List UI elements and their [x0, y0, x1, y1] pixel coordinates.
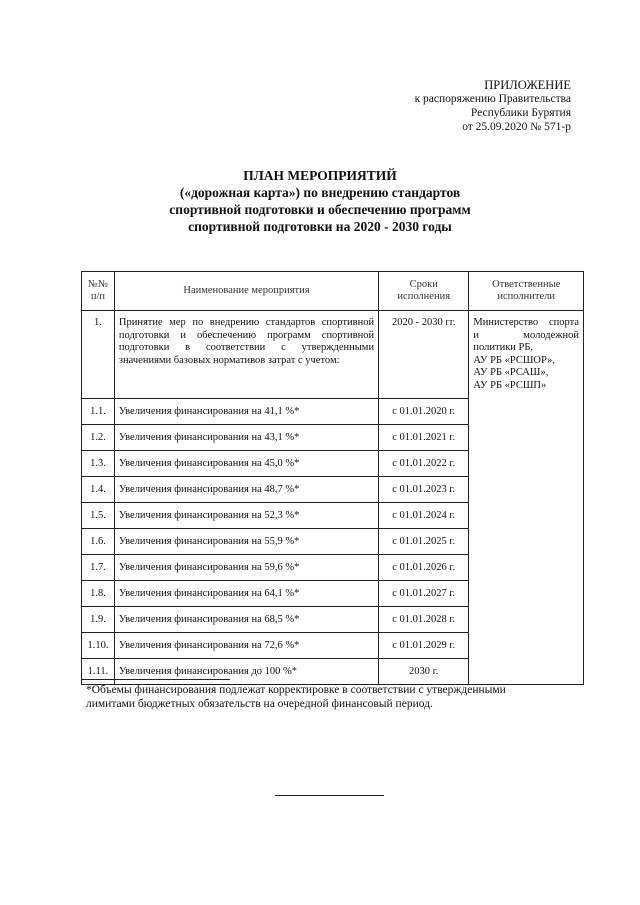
- title-line-2: («дорожная карта») по внедрению стандартов: [179, 185, 461, 200]
- header-num-line-2: п/п: [90, 291, 106, 302]
- footnote-line-2: лимитами бюджетных обязательств на очередной финансовый период.: [86, 698, 433, 710]
- row-name: Увеличения финансирования до 100 %*: [114, 659, 378, 685]
- row-name: Увеличения финансирования на 72,6 %*: [114, 633, 378, 659]
- row-date: с 01.01.2022 г.: [379, 451, 469, 477]
- row-num: 1.9.: [82, 607, 115, 633]
- row-name: Увеличения финансирования на 64,1 %*: [114, 581, 378, 607]
- row-name: Увеличения финансирования на 41,1 %*: [114, 399, 378, 425]
- row-num: 1.4.: [82, 477, 115, 503]
- row-date: с 01.01.2026 г.: [379, 555, 469, 581]
- row-name: Увеличения финансирования на 45,0 %*: [114, 451, 378, 477]
- row-date: 2030 г.: [379, 659, 469, 685]
- table-header-row: [82, 272, 584, 311]
- appendix-line-1: к распоряжению Правительства: [414, 93, 571, 105]
- row-responsible: [469, 311, 584, 685]
- document-title: [0, 167, 640, 235]
- row-name: Увеличения финансирования на 48,7 %*: [114, 477, 378, 503]
- appendix-line-3: от 25.09.2020 № 571-р: [462, 121, 571, 133]
- row-date: с 01.01.2029 г.: [379, 633, 469, 659]
- header-num: [82, 272, 115, 311]
- footnote: [86, 683, 586, 711]
- row-date: с 01.01.2028 г.: [379, 607, 469, 633]
- appendix-line-2: Республики Бурятия: [470, 107, 571, 119]
- row-name: Увеличения финансирования на 52,3 %*: [114, 503, 378, 529]
- header-name: Наименование мероприятия: [114, 272, 378, 311]
- row-date: с 01.01.2020 г.: [379, 399, 469, 425]
- table-row: [82, 311, 584, 399]
- header-date: [379, 272, 469, 311]
- end-separator: [275, 795, 384, 796]
- row-num: 1.2.: [82, 425, 115, 451]
- title-line-3: спортивной подготовки и обеспечению программ: [169, 202, 471, 217]
- appendix-block: [415, 78, 571, 134]
- header-date-line-1: Сроки: [409, 279, 438, 290]
- row-num: 1.10.: [82, 633, 115, 659]
- row-num: 1.7.: [82, 555, 115, 581]
- row-num: 1.1.: [82, 399, 115, 425]
- row-name: Увеличения финансирования на 68,5 %*: [114, 607, 378, 633]
- row-num: 1.: [82, 311, 115, 399]
- row-num: 1.6.: [82, 529, 115, 555]
- row-num: 1.5.: [82, 503, 115, 529]
- row-num: 1.8.: [82, 581, 115, 607]
- title-line-1: ПЛАН МЕРОПРИЯТИЙ: [243, 168, 397, 183]
- header-num-line-1: №№: [87, 279, 108, 290]
- header-responsible: [469, 272, 584, 311]
- responsible-line-2: АУ РБ «РСШОР»,: [473, 354, 555, 366]
- row-name: Увеличения финансирования на 55,9 %*: [114, 529, 378, 555]
- title-line-4: спортивной подготовки на 2020 - 2030 годы: [188, 219, 452, 234]
- plan-table: [81, 271, 584, 685]
- footnote-separator: [82, 679, 230, 680]
- row-date: 2020 - 2030 гг.: [379, 311, 469, 399]
- row-num: 1.3.: [82, 451, 115, 477]
- row-date: с 01.01.2023 г.: [379, 477, 469, 503]
- row-name: Увеличения финансирования на 59,6 %*: [114, 555, 378, 581]
- row-date: с 01.01.2024 г.: [379, 503, 469, 529]
- row-name: Увеличения финансирования на 43,1 %*: [114, 425, 378, 451]
- row-name: Принятие мер по внедрению стандартов спортивной подготовки и обеспечению программ спортивной подготовки в соответствии с утвержденными значениями базовых нормативов затрат с учетом:: [114, 311, 378, 399]
- header-resp-line-1: Ответственные: [492, 279, 561, 290]
- responsible-line-3: АУ РБ «РСАШ»,: [473, 367, 549, 378]
- header-date-line-2: исполнения: [397, 291, 451, 302]
- responsible-line-1: Министерство спорта и молодежной политики РБ,: [473, 317, 579, 353]
- footnote-line-1: *Объемы финансирования подлежат корректировке в соответствии с утвержденными: [86, 684, 506, 696]
- row-num: 1.11.: [82, 659, 115, 685]
- header-resp-line-2: исполнители: [497, 291, 555, 302]
- responsible-line-4: АУ РБ «РСШП»: [473, 379, 547, 391]
- appendix-title: ПРИЛОЖЕНИЕ: [484, 78, 571, 92]
- row-date: с 01.01.2021 г.: [379, 425, 469, 451]
- row-date: с 01.01.2027 г.: [379, 581, 469, 607]
- row-date: с 01.01.2025 г.: [379, 529, 469, 555]
